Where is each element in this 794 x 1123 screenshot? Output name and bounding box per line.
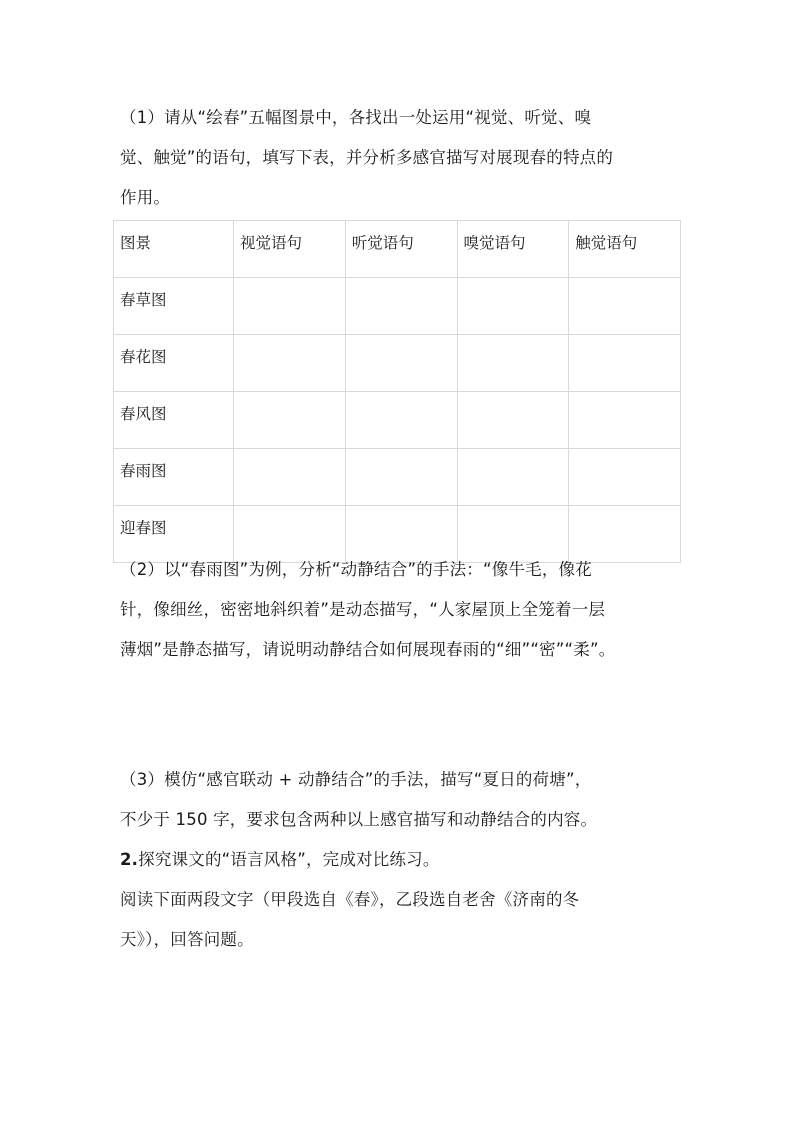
question-2-line-2: 针，像细丝，密密地斜织着”是动态描写，“人家屋顶上全笼着一层 xyxy=(120,600,606,619)
senses-table xyxy=(113,220,681,563)
table-row-label: 春雨图 xyxy=(114,449,234,506)
table-row-label: 春草图 xyxy=(114,278,234,335)
question-3-line-2: 不少于 150 字，要求包含两种以上感官描写和动静结合的内容。 xyxy=(120,810,598,829)
question-1-line-1: （1）请从“绘春”五幅图景中，各找出一处运用“视觉、听觉、嗅 xyxy=(120,108,592,127)
question-1 xyxy=(120,98,680,218)
table-header-scene: 图景 xyxy=(114,221,234,278)
question-3 xyxy=(120,760,680,960)
section-2-heading xyxy=(120,840,680,880)
table-header-tactile: 触觉语句 xyxy=(569,221,681,278)
question-2-line-3: 薄烟”是静态描写，请说明动静结合如何展现春雨的“细”“密”“柔”。 xyxy=(120,640,616,659)
table-cell[interactable] xyxy=(457,278,569,335)
section-2-line-1: 阅读下面两段文字（甲段选自《春》，乙段选自老舍《济南的冬 xyxy=(120,890,580,909)
table-cell[interactable] xyxy=(457,335,569,392)
question-1-line-3: 作用。 xyxy=(120,188,171,207)
table-row-label: 迎春图 xyxy=(114,506,234,563)
table-header-olfactory: 嗅觉语句 xyxy=(457,221,569,278)
table-cell[interactable] xyxy=(569,278,681,335)
section-2-number: 2. xyxy=(120,850,139,869)
table-row-label: 春花图 xyxy=(114,335,234,392)
table-cell[interactable] xyxy=(569,335,681,392)
section-2-line-2: 天》），回答问题。 xyxy=(120,930,254,949)
table-header-auditory: 听觉语句 xyxy=(345,221,457,278)
question-1-line-2: 觉、触觉”的语句，填写下表，并分析多感官描写对展现春的特点的 xyxy=(120,148,614,167)
section-2-title: 探究课文的“语言风格”，完成对比练习。 xyxy=(138,850,440,869)
table-cell[interactable] xyxy=(234,278,346,335)
question-3-line-1: （3）模仿“感官联动 + 动静结合”的手法，描写“夏日的荷塘”， xyxy=(120,770,592,789)
table-cell[interactable] xyxy=(234,392,346,449)
table-cell[interactable] xyxy=(457,449,569,506)
table-cell[interactable] xyxy=(345,392,457,449)
table-row xyxy=(114,278,681,335)
table-cell[interactable] xyxy=(345,449,457,506)
table-row xyxy=(114,449,681,506)
table-cell[interactable] xyxy=(457,392,569,449)
question-2-line-1: （2）以“春雨图”为例，分析“动静结合”的手法：“像牛毛，像花 xyxy=(120,560,592,579)
table-cell[interactable] xyxy=(569,449,681,506)
table-header-row xyxy=(114,221,681,278)
table-cell[interactable] xyxy=(345,278,457,335)
table-row xyxy=(114,335,681,392)
table-cell[interactable] xyxy=(569,392,681,449)
table-cell[interactable] xyxy=(234,449,346,506)
question-2 xyxy=(120,550,680,670)
table-cell[interactable] xyxy=(234,335,346,392)
table-row xyxy=(114,392,681,449)
table-row-label: 春风图 xyxy=(114,392,234,449)
table-header-visual: 视觉语句 xyxy=(234,221,346,278)
table-cell[interactable] xyxy=(345,335,457,392)
